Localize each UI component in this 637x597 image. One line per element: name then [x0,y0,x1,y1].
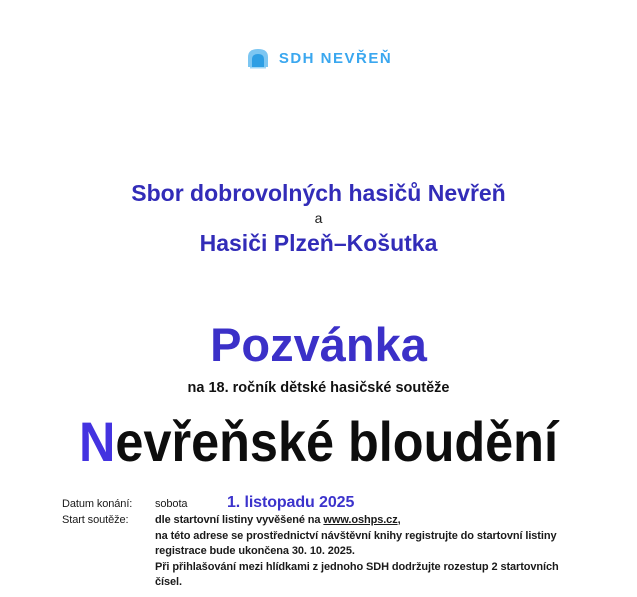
detail-label-date: Datum konání: [62,498,133,510]
event-title-rest: evřeňské bloudění [115,410,558,473]
start-line-1-before: dle startovní listiny vyvěšené na [155,514,324,526]
invitation-subtitle: na 18. ročník dětské hasičské soutěže [187,380,450,396]
details-block [62,495,637,591]
date-value: 1. listopadu 2025 [227,494,355,511]
organizer-line-2: Hasiči Plzeň–Košutka [199,230,438,256]
start-line-3: registrace bude ukončena 30. 10. 2025. [155,545,355,557]
event-title-initial: N [79,410,116,473]
detail-row-start [62,513,637,591]
start-line-1-after: , [397,514,401,526]
helmet-icon [245,47,271,69]
oshps-link[interactable]: www.oshps.cz [323,514,398,526]
detail-label-start: Start soutěže: [62,514,129,526]
date-day: sobota [155,498,188,510]
detail-value-start [155,513,637,591]
start-line-5: čísel. [155,576,182,588]
start-line-1 [155,513,637,529]
invitation-title: Pozvánka [210,318,427,371]
conjunction: a [314,210,323,226]
logo [0,0,637,70]
detail-row-date [62,495,637,513]
organizers-block [0,178,637,258]
start-line-4: Při přihlašování mezi hlídkami z jednoho SDH dodržujte rozestup 2 startovních [155,560,559,573]
organizer-line-1: Sbor dobrovolných hasičů Nevřeň [131,180,506,206]
logo-text: SDH NEVŘEŇ [278,49,393,67]
start-line-2: na této adrese se prostřednictví návštěvní knihy registrujte do startovní listiny [155,529,557,542]
event-title [32,411,605,473]
detail-value-date [155,495,637,513]
